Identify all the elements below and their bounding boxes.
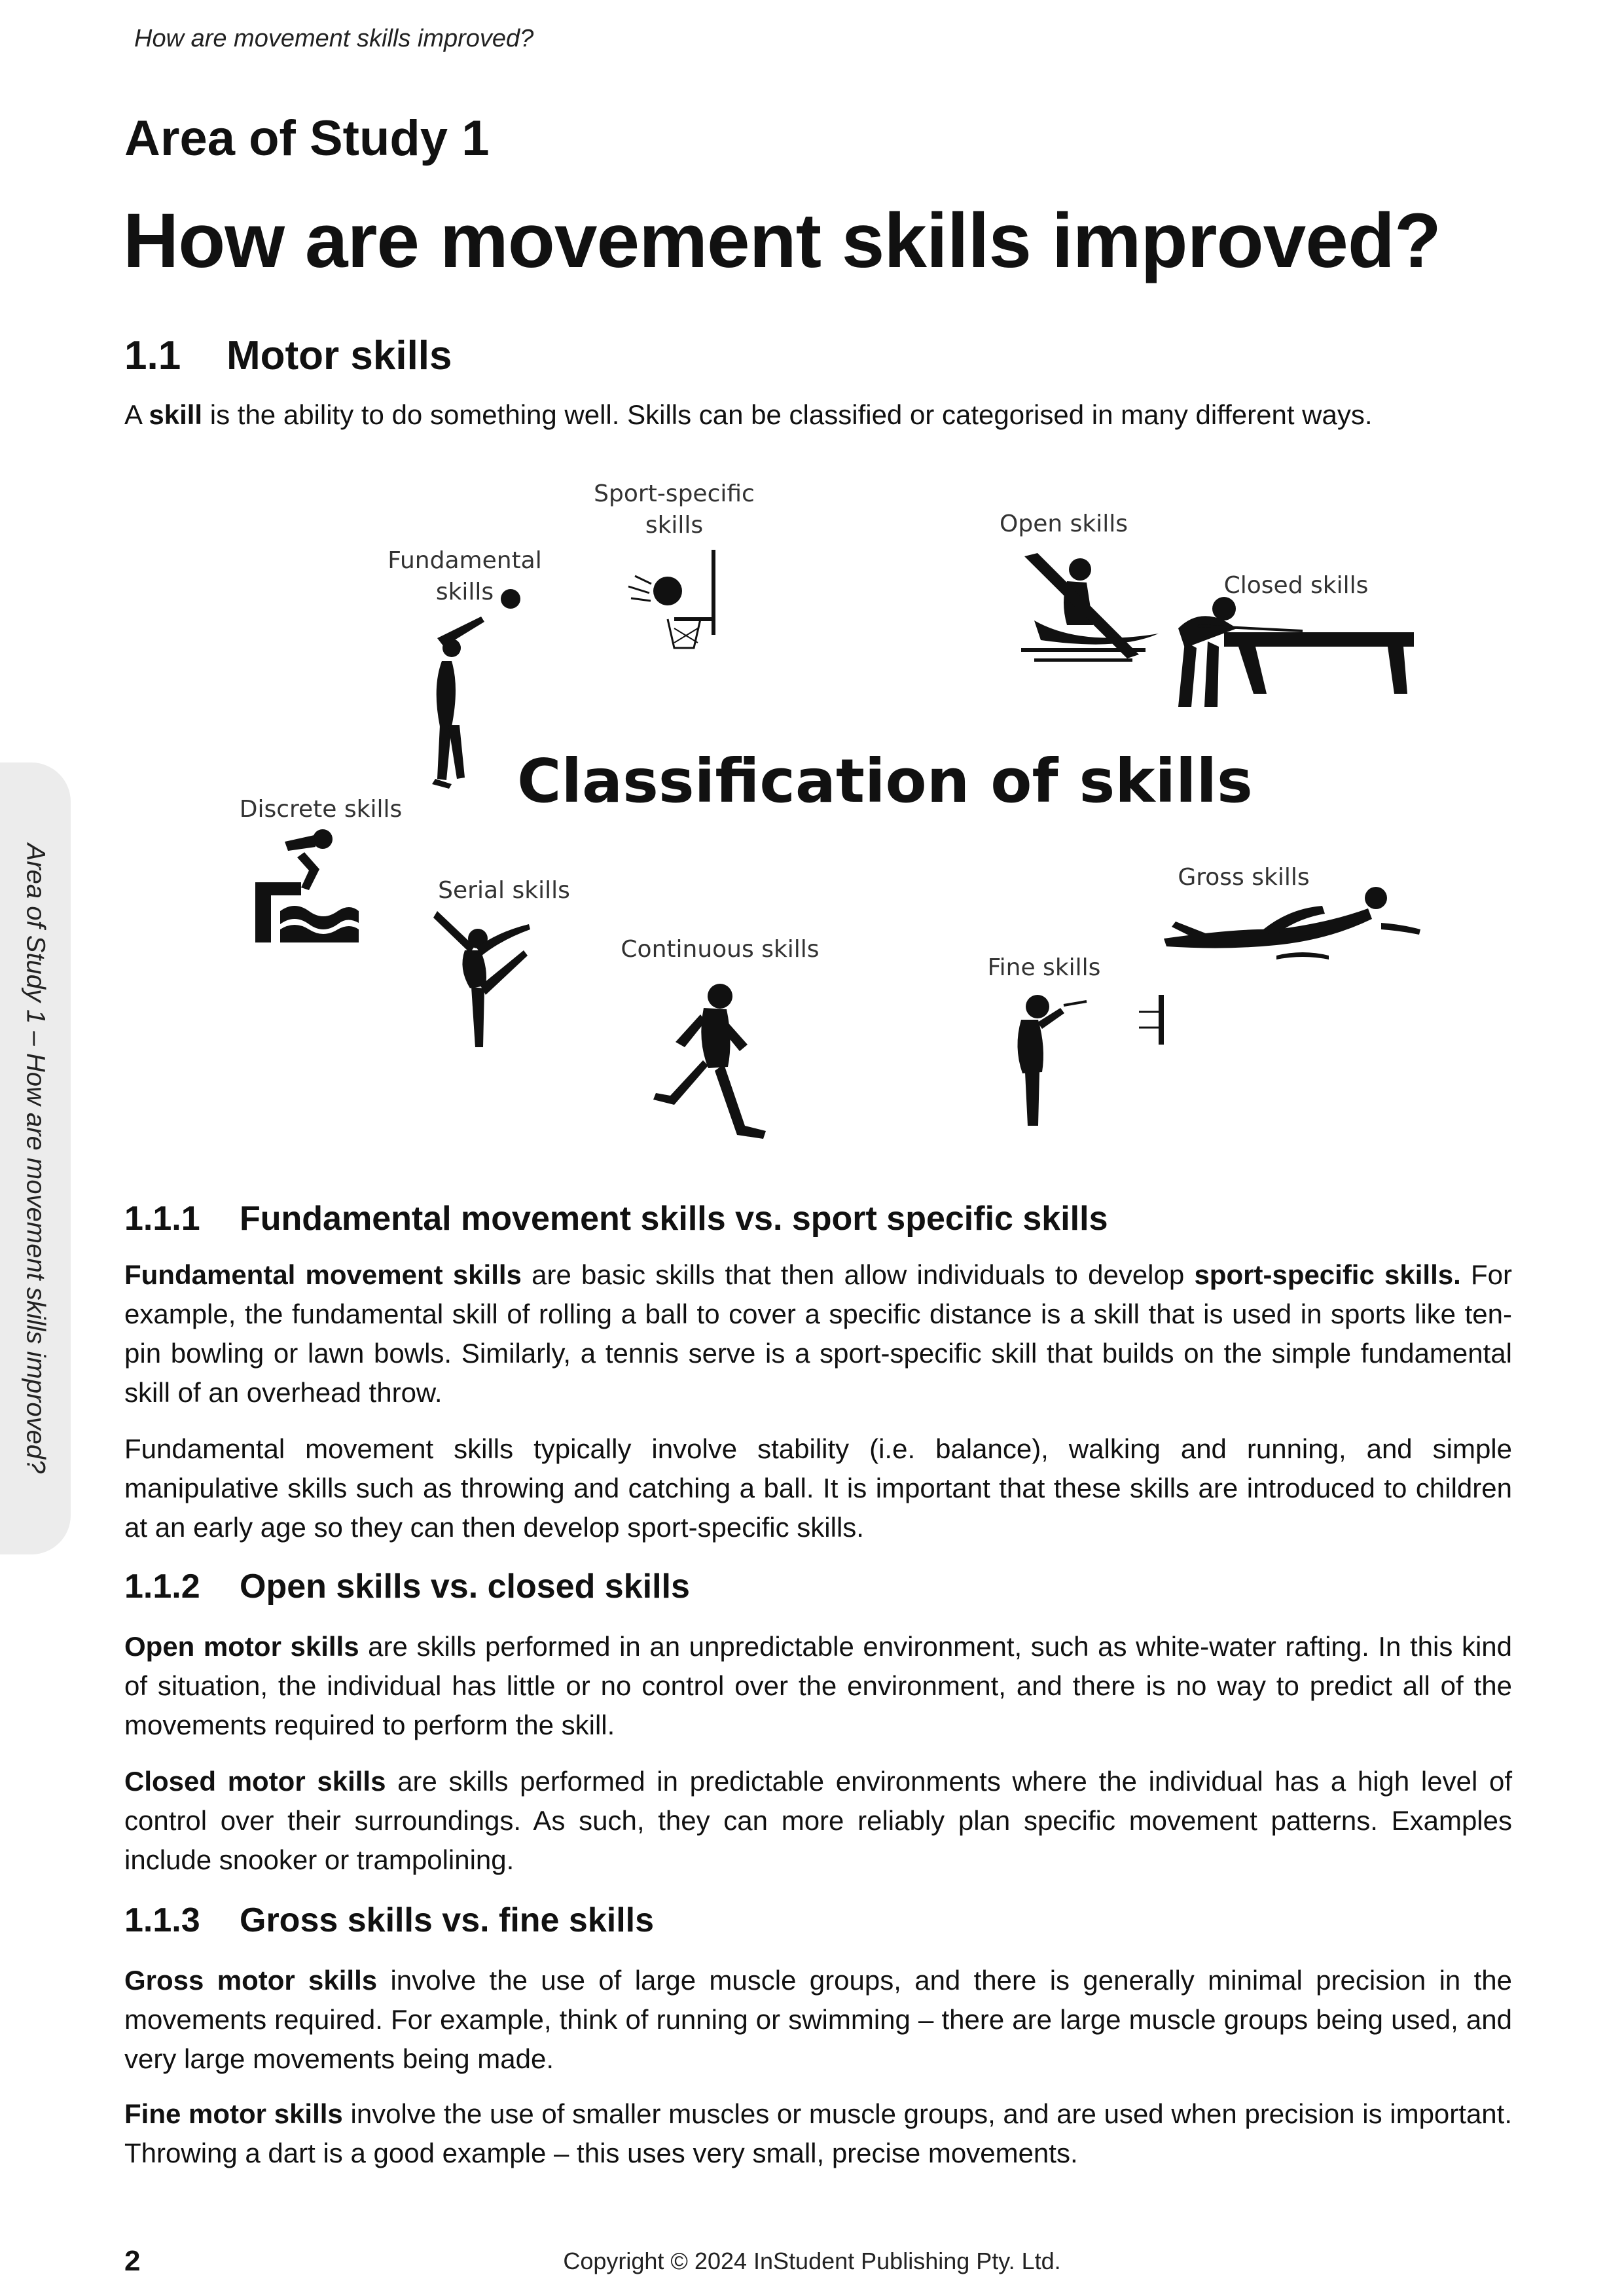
subsection-heading-1-1-2 <box>124 1567 690 1606</box>
label-fine: Fine skills <box>987 954 1101 981</box>
classification-figure <box>216 471 1434 1165</box>
subsection-number: 1.1.1 <box>124 1200 200 1238</box>
figure-title: Classification of skills <box>517 746 1253 816</box>
label-closed: Closed skills <box>1223 572 1369 599</box>
page-number: 2 <box>124 2245 141 2277</box>
label-serial: Serial skills <box>438 877 570 904</box>
dart-thrower-icon <box>1017 995 1164 1126</box>
running-header: How are movement skills improved? <box>134 25 534 52</box>
basketball-hoop-icon <box>628 550 713 648</box>
paragraph-fundamental-2: Fundamental movement skills typically involve stability (i.e. balance), walking and running, and simple manipulative skills such as throwing and catching a ball. It is important that these skills are introduced to children at an early age so they can then develop sport-specific skills. <box>124 1433 1512 1543</box>
subsection-title: Open skills vs. closed skills <box>240 1568 690 1605</box>
label-fundamental-2: skills <box>435 579 494 605</box>
label-sport-1: Sport-specific <box>594 480 755 507</box>
label-fundamental-1: Fundamental <box>388 547 542 574</box>
paragraph-fundamental: Fundamental movement skills are basic skills that then allow individuals to develop sport-specific skills. For example, the fundamental skill of rolling a ball to cover a specific distance is a skill that is used in sports like ten-pin bowling or lawn bowls. Similarly, a tennis serve is a sport-specific skill that builds on the simple fundamental skill of an overhead throw. <box>124 1259 1512 1408</box>
copyright: Copyright © 2024 InStudent Publishing Pty. Ltd. <box>563 2248 1061 2274</box>
snooker-player-icon <box>1178 597 1414 707</box>
subsection-title: Fundamental movement skills vs. sport specific skills <box>240 1200 1108 1238</box>
paragraph-closed: Closed motor skills are skills performed in predictable environments where the individual has a high level of control over their surroundings. As such, they can more reliably plan specific movement patterns. Examples include snooker or trampolining. <box>124 1766 1512 1875</box>
side-tab-text: Area of Study 1 – How are movement skills improved? <box>21 843 50 1474</box>
subsection-number: 1.1.2 <box>124 1568 200 1605</box>
section-number: 1.1 <box>124 333 181 378</box>
label-discrete: Discrete skills <box>239 796 403 823</box>
label-open: Open skills <box>1000 511 1128 537</box>
subsection-number: 1.1.3 <box>124 1901 200 1939</box>
runner-icon <box>653 984 766 1139</box>
subsection-heading-1-1-3 <box>124 1901 654 1940</box>
kayaker-icon <box>1021 553 1159 662</box>
area-label: Area of Study 1 <box>124 111 490 166</box>
label-sport-2: skills <box>645 512 704 539</box>
section-intro: A skill is the ability to do something well. Skills can be classified or categorised in many different ways. <box>124 399 1373 430</box>
basketball-shooter-icon <box>432 589 520 789</box>
section-title: Motor skills <box>226 333 452 378</box>
paragraph-open: Open motor skills are skills performed in an unpredictable environment, such as white-water rafting. In this kind of situation, the individual has little or no control over the environment, and there is no way to predict all of the movements required to perform the skill. <box>124 1631 1512 1740</box>
subsection-heading-1-1-1 <box>124 1199 1108 1238</box>
page-title: How are movement skills improved? <box>123 198 1441 284</box>
paragraph-fine: Fine motor skills involve the use of smaller muscles or muscle groups, and are used when precision is important. Throwing a dart is a good example – this uses very small, precise movements. <box>124 2098 1512 2168</box>
subsection-title: Gross skills vs. fine skills <box>240 1901 655 1939</box>
paragraph-gross: Gross motor skills involve the use of large muscle groups, and there is generally minimal precision in the movements required. For example, think of running or swimming – there are large muscle groups being used, and very large movements being made. <box>124 1965 1512 2074</box>
label-continuous: Continuous skills <box>621 936 820 963</box>
label-gross: Gross skills <box>1178 864 1310 891</box>
section-heading <box>124 332 452 379</box>
dancer-icon <box>433 911 530 1047</box>
swimmer-icon <box>1164 887 1420 960</box>
diver-icon <box>255 829 359 942</box>
